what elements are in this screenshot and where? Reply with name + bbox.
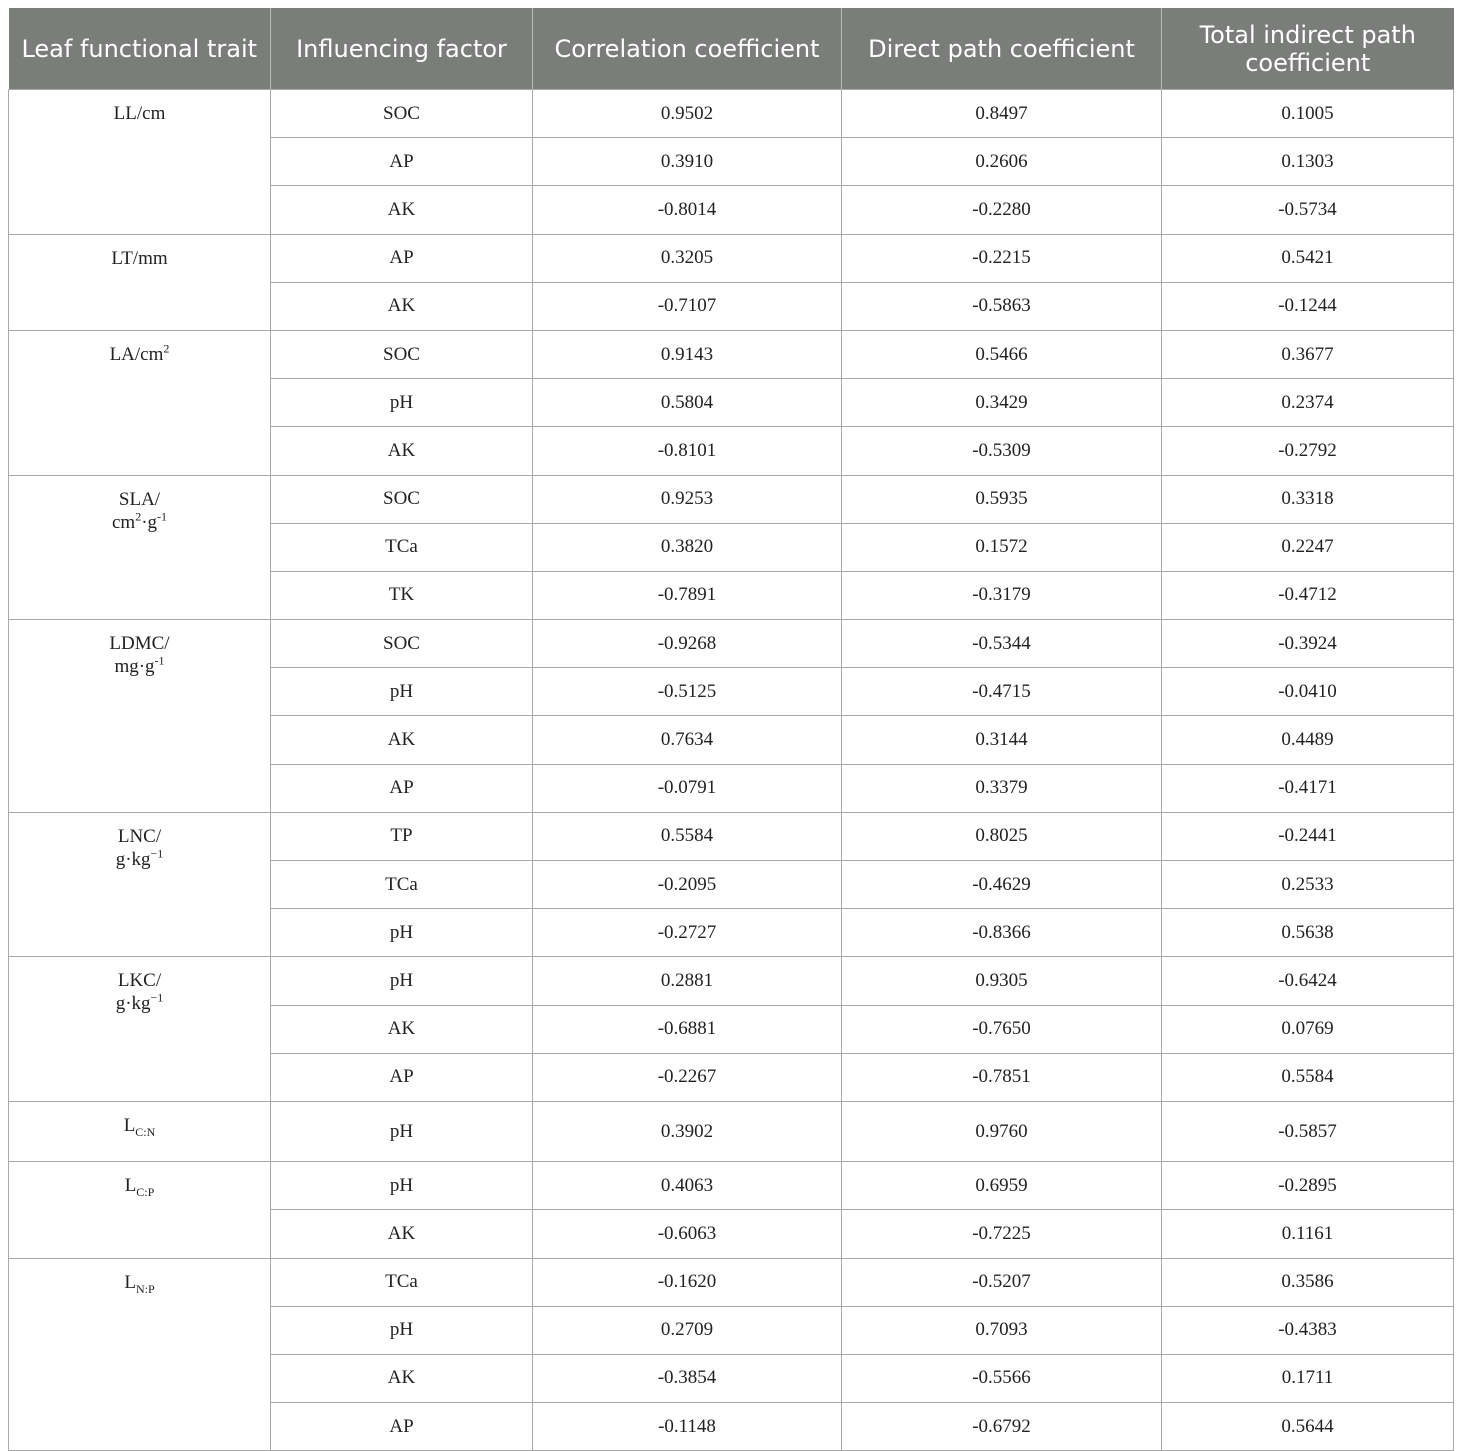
trait-unit-superscript-2: -1	[157, 509, 168, 524]
direct-cell: -0.7650	[842, 1005, 1162, 1053]
factor-cell: TCa	[271, 523, 533, 571]
trait-unit-superscript: 2	[135, 509, 142, 524]
factor-cell: AK	[271, 1005, 533, 1053]
indirect-cell: -0.2441	[1162, 812, 1454, 860]
trait-unit: mg·g	[114, 656, 155, 678]
factor-cell: SOC	[271, 620, 533, 668]
table-row	[9, 1258, 1454, 1306]
direct-cell: 0.5935	[842, 475, 1162, 523]
correlation-cell: 0.3205	[533, 234, 842, 282]
indirect-cell: -0.2792	[1162, 427, 1454, 475]
trait-cell	[9, 1258, 271, 1451]
trait-label: L	[123, 1114, 136, 1136]
correlation-cell: -0.2095	[533, 861, 842, 909]
factor-cell: TCa	[271, 861, 533, 909]
trait-unit-mid: ·g	[141, 511, 158, 533]
direct-cell: 0.8025	[842, 812, 1162, 860]
table-row	[9, 1162, 1454, 1210]
header-indirect: Total indirect path coefficient	[1162, 8, 1454, 90]
correlation-cell: -0.1620	[533, 1258, 842, 1306]
correlation-cell: -0.7891	[533, 571, 842, 619]
trait-cell	[9, 620, 271, 813]
correlation-cell: -0.9268	[533, 620, 842, 668]
table-row	[9, 620, 1454, 668]
direct-cell: -0.5344	[842, 620, 1162, 668]
direct-cell: -0.7225	[842, 1210, 1162, 1258]
path-analysis-table	[8, 8, 1454, 1451]
indirect-cell: -0.2895	[1162, 1162, 1454, 1210]
direct-cell: 0.6959	[842, 1162, 1162, 1210]
indirect-cell: 0.1711	[1162, 1354, 1454, 1402]
indirect-cell: 0.5644	[1162, 1403, 1454, 1451]
table-row	[9, 90, 1454, 138]
correlation-cell: -0.5125	[533, 668, 842, 716]
factor-cell: AK	[271, 716, 533, 764]
indirect-cell: 0.3318	[1162, 475, 1454, 523]
trait-unit-superscript: −1	[150, 991, 164, 1006]
header-correlation: Correlation coefficient	[533, 8, 842, 90]
direct-cell: -0.5863	[842, 282, 1162, 330]
table-row	[9, 330, 1454, 378]
correlation-cell: -0.7107	[533, 282, 842, 330]
factor-cell: pH	[271, 957, 533, 1005]
factor-cell: pH	[271, 1306, 533, 1354]
direct-cell: 0.9760	[842, 1101, 1162, 1161]
trait-cell	[9, 812, 271, 957]
indirect-cell: 0.3677	[1162, 330, 1454, 378]
trait-unit-superscript: −1	[150, 846, 164, 861]
table-row	[9, 475, 1454, 523]
direct-cell: 0.9305	[842, 957, 1162, 1005]
correlation-cell: 0.9253	[533, 475, 842, 523]
direct-cell: -0.8366	[842, 909, 1162, 957]
correlation-cell: 0.2881	[533, 957, 842, 1005]
table-row	[9, 234, 1454, 282]
trait-subscript: N:P	[135, 1281, 155, 1296]
factor-cell: AK	[271, 427, 533, 475]
trait-label: L	[124, 1175, 137, 1197]
direct-cell: -0.3179	[842, 571, 1162, 619]
trait-subscript: C:N	[135, 1124, 156, 1139]
trait-cell	[9, 957, 271, 1102]
indirect-cell: -0.4712	[1162, 571, 1454, 619]
indirect-cell: -0.5734	[1162, 186, 1454, 234]
correlation-cell: 0.2709	[533, 1306, 842, 1354]
header-factor: Influencing factor	[271, 8, 533, 90]
correlation-cell: 0.4063	[533, 1162, 842, 1210]
indirect-cell: 0.1005	[1162, 90, 1454, 138]
factor-cell: AP	[271, 1403, 533, 1451]
trait-cell	[9, 1101, 271, 1161]
indirect-cell: 0.2247	[1162, 523, 1454, 571]
indirect-cell: 0.3586	[1162, 1258, 1454, 1306]
indirect-cell: 0.5638	[1162, 909, 1454, 957]
indirect-cell: -0.4383	[1162, 1306, 1454, 1354]
direct-cell: -0.5309	[842, 427, 1162, 475]
factor-cell: SOC	[271, 330, 533, 378]
factor-cell: AK	[271, 186, 533, 234]
correlation-cell: -0.6881	[533, 1005, 842, 1053]
direct-cell: 0.7093	[842, 1306, 1162, 1354]
correlation-cell: 0.5804	[533, 379, 842, 427]
correlation-cell: 0.9502	[533, 90, 842, 138]
correlation-cell: -0.6063	[533, 1210, 842, 1258]
trait-cell	[9, 90, 271, 235]
indirect-cell: 0.5584	[1162, 1053, 1454, 1101]
factor-cell: TCa	[271, 1258, 533, 1306]
factor-cell: SOC	[271, 90, 533, 138]
direct-cell: -0.2280	[842, 186, 1162, 234]
factor-cell: AP	[271, 138, 533, 186]
correlation-cell: -0.3854	[533, 1354, 842, 1402]
correlation-cell: -0.8014	[533, 186, 842, 234]
trait-label: LT/mm	[111, 247, 168, 269]
trait-label: LDMC/	[109, 633, 170, 655]
factor-cell: pH	[271, 668, 533, 716]
trait-cell	[9, 330, 271, 475]
trait-unit: cm	[111, 511, 136, 533]
table-header-row	[9, 8, 1454, 90]
indirect-cell: -0.3924	[1162, 620, 1454, 668]
trait-unit: g·kg	[115, 848, 151, 870]
factor-cell: pH	[271, 1162, 533, 1210]
factor-cell: AK	[271, 1354, 533, 1402]
direct-cell: -0.6792	[842, 1403, 1162, 1451]
correlation-cell: 0.9143	[533, 330, 842, 378]
correlation-cell: -0.2267	[533, 1053, 842, 1101]
trait-label: SLA/	[118, 488, 161, 510]
direct-cell: -0.5566	[842, 1354, 1162, 1402]
direct-cell: 0.5466	[842, 330, 1162, 378]
correlation-cell: 0.3910	[533, 138, 842, 186]
indirect-cell: 0.2533	[1162, 861, 1454, 909]
table-row	[9, 1101, 1454, 1161]
direct-cell: -0.7851	[842, 1053, 1162, 1101]
direct-cell: 0.3379	[842, 764, 1162, 812]
table-body	[9, 90, 1454, 1451]
correlation-cell: -0.2727	[533, 909, 842, 957]
indirect-cell: 0.4489	[1162, 716, 1454, 764]
header-direct: Direct path coefficient	[842, 8, 1162, 90]
table-row	[9, 812, 1454, 860]
factor-cell: pH	[271, 379, 533, 427]
direct-cell: -0.5207	[842, 1258, 1162, 1306]
indirect-cell: -0.0410	[1162, 668, 1454, 716]
correlation-cell: 0.7634	[533, 716, 842, 764]
correlation-cell: 0.3902	[533, 1101, 842, 1161]
factor-cell: TP	[271, 812, 533, 860]
trait-superscript: 2	[163, 341, 170, 356]
indirect-cell: 0.0769	[1162, 1005, 1454, 1053]
trait-unit: g·kg	[115, 993, 151, 1015]
factor-cell: SOC	[271, 475, 533, 523]
correlation-cell: 0.3820	[533, 523, 842, 571]
header-trait: Leaf functional trait	[9, 8, 271, 90]
factor-cell: AP	[271, 764, 533, 812]
factor-cell: pH	[271, 909, 533, 957]
direct-cell: -0.4715	[842, 668, 1162, 716]
direct-cell: -0.2215	[842, 234, 1162, 282]
indirect-cell: 0.5421	[1162, 234, 1454, 282]
trait-cell	[9, 1162, 271, 1258]
correlation-cell: 0.5584	[533, 812, 842, 860]
factor-cell: AP	[271, 234, 533, 282]
trait-cell	[9, 234, 271, 330]
direct-cell: 0.1572	[842, 523, 1162, 571]
factor-cell: AP	[271, 1053, 533, 1101]
factor-cell: AK	[271, 1210, 533, 1258]
factor-cell: AK	[271, 282, 533, 330]
correlation-cell: -0.0791	[533, 764, 842, 812]
trait-label: LL/cm	[113, 103, 166, 124]
trait-label: LKC/	[117, 970, 162, 992]
trait-cell	[9, 475, 271, 620]
correlation-cell: -0.1148	[533, 1403, 842, 1451]
direct-cell: -0.4629	[842, 861, 1162, 909]
indirect-cell: 0.2374	[1162, 379, 1454, 427]
direct-cell: 0.8497	[842, 90, 1162, 138]
direct-cell: 0.3429	[842, 379, 1162, 427]
indirect-cell: -0.5857	[1162, 1101, 1454, 1161]
indirect-cell: 0.1161	[1162, 1210, 1454, 1258]
indirect-cell: -0.4171	[1162, 764, 1454, 812]
correlation-cell: -0.8101	[533, 427, 842, 475]
direct-cell: 0.2606	[842, 138, 1162, 186]
trait-unit-superscript: -1	[154, 653, 165, 668]
trait-subscript: C:P	[136, 1184, 155, 1199]
table-row	[9, 957, 1454, 1005]
indirect-cell: -0.1244	[1162, 282, 1454, 330]
trait-label: LNC/	[117, 825, 162, 847]
trait-label: L	[124, 1271, 136, 1293]
factor-cell: pH	[271, 1101, 533, 1161]
direct-cell: 0.3144	[842, 716, 1162, 764]
indirect-cell: -0.6424	[1162, 957, 1454, 1005]
factor-cell: TK	[271, 571, 533, 619]
trait-label: LA/cm	[109, 343, 164, 365]
indirect-cell: 0.1303	[1162, 138, 1454, 186]
